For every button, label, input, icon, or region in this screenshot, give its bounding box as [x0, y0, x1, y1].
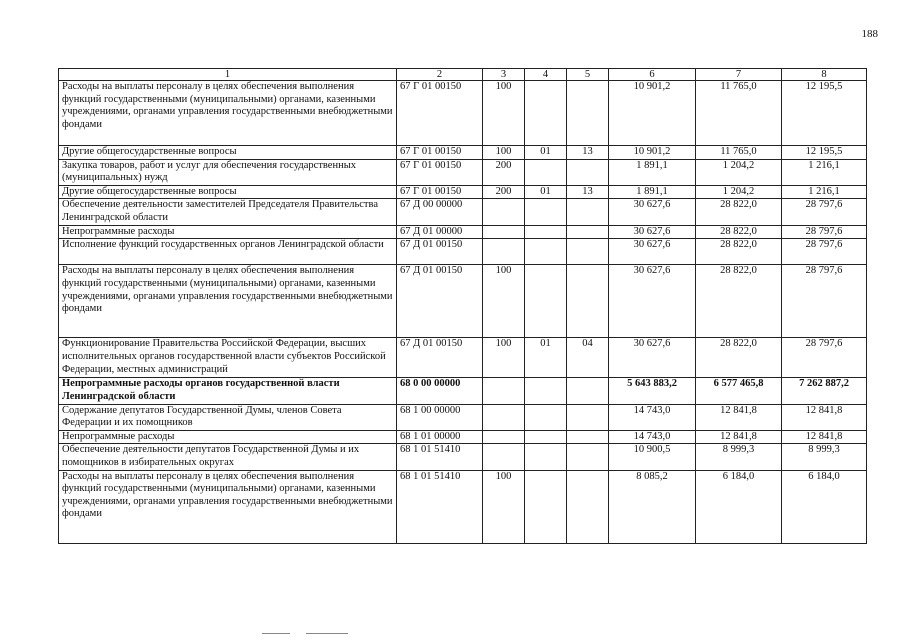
row-rz — [525, 159, 567, 185]
column-header: 7 — [696, 69, 782, 81]
row-pr: 13 — [567, 146, 609, 160]
table-row — [59, 338, 867, 378]
row-code: 67 Г 01 00150 — [397, 185, 483, 199]
row-value-3: 6 184,0 — [782, 470, 867, 543]
row-pr — [567, 378, 609, 404]
row-code: 68 1 01 51410 — [397, 444, 483, 470]
row-name: Обеспечение деятельности депутатов Государственной Думы и их помощников в избирательных округах — [59, 444, 397, 470]
row-pr — [567, 239, 609, 265]
row-value-1: 14 743,0 — [609, 404, 696, 430]
row-value-2: 28 822,0 — [696, 338, 782, 378]
row-vr: 200 — [483, 185, 525, 199]
row-value-2: 12 841,8 — [696, 430, 782, 444]
table-row — [59, 470, 867, 543]
row-value-3: 12 195,5 — [782, 81, 867, 146]
row-pr — [567, 81, 609, 146]
row-name: Функционирование Правительства Российской Федерации, высших исполнительных органов государственной власти субъектов Российской Федерации, местных администраций — [59, 338, 397, 378]
row-vr: 200 — [483, 159, 525, 185]
row-value-3: 7 262 887,2 — [782, 378, 867, 404]
row-value-1: 30 627,6 — [609, 199, 696, 225]
row-name: Непрограммные расходы — [59, 430, 397, 444]
table-row — [59, 159, 867, 185]
row-value-1: 30 627,6 — [609, 239, 696, 265]
row-value-2: 28 822,0 — [696, 199, 782, 225]
row-value-2: 1 204,2 — [696, 185, 782, 199]
row-value-3: 28 797,6 — [782, 265, 867, 338]
row-name: Расходы на выплаты персоналу в целях обеспечения выполнения функций государственными (муниципальными) органами, казенными учреждениями, органами управления государственными внебюджетными фондами — [59, 470, 397, 543]
row-value-1: 10 901,2 — [609, 146, 696, 160]
row-value-3: 28 797,6 — [782, 338, 867, 378]
row-vr — [483, 444, 525, 470]
row-name: Расходы на выплаты персоналу в целях обеспечения выполнения функций государственными (муниципальными) органами, казенными учреждениями, органами управления государственными внебюджетными фондами — [59, 265, 397, 338]
row-value-3: 12 841,8 — [782, 404, 867, 430]
budget-table — [58, 68, 867, 544]
row-vr: 100 — [483, 81, 525, 146]
row-rz — [525, 265, 567, 338]
row-rz: 01 — [525, 146, 567, 160]
row-value-3: 28 797,6 — [782, 199, 867, 225]
row-value-2: 6 184,0 — [696, 470, 782, 543]
row-code: 67 Д 01 00000 — [397, 225, 483, 239]
row-vr — [483, 239, 525, 265]
row-value-3: 28 797,6 — [782, 239, 867, 265]
row-name: Обеспечение деятельности заместителей Председателя Правительства Ленинградской области — [59, 199, 397, 225]
row-pr — [567, 404, 609, 430]
row-value-3: 12 195,5 — [782, 146, 867, 160]
row-code: 68 0 00 00000 — [397, 378, 483, 404]
row-code: 67 Г 01 00150 — [397, 159, 483, 185]
row-value-2: 11 765,0 — [696, 81, 782, 146]
column-header: 6 — [609, 69, 696, 81]
row-vr — [483, 225, 525, 239]
row-rz — [525, 470, 567, 543]
row-value-2: 8 999,3 — [696, 444, 782, 470]
table-row — [59, 404, 867, 430]
row-rz: 01 — [525, 338, 567, 378]
row-name: Другие общегосударственные вопросы — [59, 185, 397, 199]
row-pr — [567, 444, 609, 470]
row-value-2: 28 822,0 — [696, 265, 782, 338]
row-pr — [567, 430, 609, 444]
row-rz — [525, 199, 567, 225]
row-vr: 100 — [483, 470, 525, 543]
row-name: Закупка товаров, работ и услуг для обеспечения государственных (муниципальных) нужд — [59, 159, 397, 185]
table-row — [59, 199, 867, 225]
row-value-2: 28 822,0 — [696, 239, 782, 265]
row-code: 67 Д 01 00150 — [397, 239, 483, 265]
table-row — [59, 430, 867, 444]
table-row — [59, 146, 867, 160]
column-header: 5 — [567, 69, 609, 81]
table-body — [59, 69, 867, 544]
row-code: 67 Д 01 00150 — [397, 338, 483, 378]
row-name: Исполнение функций государственных органов Ленинградской области — [59, 239, 397, 265]
page-number: 188 — [861, 28, 878, 40]
row-rz — [525, 378, 567, 404]
table-row — [59, 378, 867, 404]
row-value-2: 6 577 465,8 — [696, 378, 782, 404]
row-vr: 100 — [483, 265, 525, 338]
table-row — [59, 239, 867, 265]
row-code: 68 1 01 51410 — [397, 470, 483, 543]
table-row — [59, 444, 867, 470]
row-vr — [483, 430, 525, 444]
row-value-1: 30 627,6 — [609, 265, 696, 338]
row-pr — [567, 265, 609, 338]
row-value-1: 8 085,2 — [609, 470, 696, 543]
row-rz: 01 — [525, 185, 567, 199]
table-row — [59, 265, 867, 338]
column-header: 2 — [397, 69, 483, 81]
row-value-1: 1 891,1 — [609, 185, 696, 199]
row-rz — [525, 239, 567, 265]
column-header: 3 — [483, 69, 525, 81]
row-pr: 13 — [567, 185, 609, 199]
row-vr — [483, 404, 525, 430]
row-code: 67 Д 01 00150 — [397, 265, 483, 338]
row-value-1: 10 901,2 — [609, 81, 696, 146]
row-code: 68 1 00 00000 — [397, 404, 483, 430]
table-row — [59, 225, 867, 239]
row-name: Непрограммные расходы — [59, 225, 397, 239]
row-value-3: 1 216,1 — [782, 185, 867, 199]
row-vr: 100 — [483, 338, 525, 378]
column-header: 1 — [59, 69, 397, 81]
row-value-3: 12 841,8 — [782, 430, 867, 444]
row-vr — [483, 199, 525, 225]
row-value-3: 28 797,6 — [782, 225, 867, 239]
row-code: 67 Г 01 00150 — [397, 146, 483, 160]
row-rz — [525, 444, 567, 470]
row-value-2: 28 822,0 — [696, 225, 782, 239]
table-header-row — [59, 69, 867, 81]
row-code: 67 Д 00 00000 — [397, 199, 483, 225]
row-value-2: 12 841,8 — [696, 404, 782, 430]
row-vr — [483, 378, 525, 404]
row-value-1: 10 900,5 — [609, 444, 696, 470]
row-rz — [525, 430, 567, 444]
scan-artifact-line — [306, 633, 348, 634]
column-header: 4 — [525, 69, 567, 81]
row-rz — [525, 81, 567, 146]
row-pr — [567, 159, 609, 185]
column-header: 8 — [782, 69, 867, 81]
row-name: Содержание депутатов Государственной Думы, членов Совета Федерации и их помощников — [59, 404, 397, 430]
row-pr — [567, 199, 609, 225]
row-name: Другие общегосударственные вопросы — [59, 146, 397, 160]
row-value-1: 30 627,6 — [609, 225, 696, 239]
table-row — [59, 185, 867, 199]
row-name: Расходы на выплаты персоналу в целях обеспечения выполнения функций государственными (муниципальными) органами, казенными учреждениями, органами управления государственными внебюджетными фондами — [59, 81, 397, 146]
row-value-1: 1 891,1 — [609, 159, 696, 185]
table-row — [59, 81, 867, 146]
row-value-3: 8 999,3 — [782, 444, 867, 470]
row-value-1: 14 743,0 — [609, 430, 696, 444]
row-value-1: 30 627,6 — [609, 338, 696, 378]
row-value-2: 11 765,0 — [696, 146, 782, 160]
scan-artifact-line — [262, 633, 290, 634]
row-pr — [567, 470, 609, 543]
row-code: 67 Г 01 00150 — [397, 81, 483, 146]
row-value-2: 1 204,2 — [696, 159, 782, 185]
row-rz — [525, 404, 567, 430]
row-vr: 100 — [483, 146, 525, 160]
row-name: Непрограммные расходы органов государственной власти Ленинградской области — [59, 378, 397, 404]
row-value-1: 5 643 883,2 — [609, 378, 696, 404]
row-rz — [525, 225, 567, 239]
row-value-3: 1 216,1 — [782, 159, 867, 185]
row-pr — [567, 225, 609, 239]
row-code: 68 1 01 00000 — [397, 430, 483, 444]
row-pr: 04 — [567, 338, 609, 378]
